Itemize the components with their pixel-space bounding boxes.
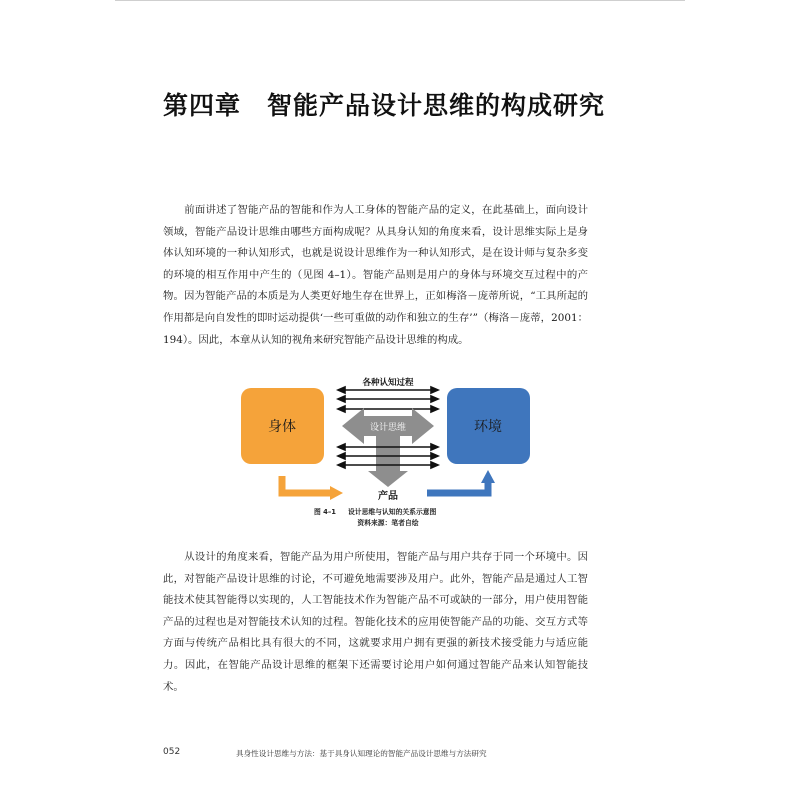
figure-source: 资料来源：笔者自绘	[357, 519, 419, 527]
paragraph-2-text: 从设计的角度来看，智能产品为用户所使用，智能产品与用户共存于同一个环境中。因此，对智能产品设计思维的讨论，不可避免地需要涉及用户。此外，智能产品是通过人工智能技术使其智能得以实现的，人工智能技术作为智能产品不可或缺的一部分，用户使用智能产品的过程也是对智能技术认知的过程。智能化技术的应用使智能产品的功能、交互方式等方面与传统产品相比具有很大的不同，这就要求用户拥有更强的新技术接受能力与适应能力。因此，在智能产品设计思维的框架下还需要讨论用户如何通过智能产品来认知智能技术。	[163, 551, 588, 693]
chapter-title	[163, 86, 605, 122]
figure-4-1	[232, 361, 544, 529]
body-to-product-arrowhead	[330, 486, 343, 500]
chapter-number: 第四章	[163, 91, 242, 120]
product-to-environment-arrow	[427, 481, 488, 493]
figure-diagram	[232, 361, 544, 529]
environment-box-label: 环境	[474, 419, 502, 435]
figure-caption-text: 设计思维与认知的关系示意图	[348, 508, 437, 516]
body-box-label: 身体	[268, 419, 296, 435]
page-number: 052	[163, 747, 181, 757]
design-thinking-label: 设计思维	[369, 423, 407, 433]
running-title: 具身性设计思维与方法：基于具身认知理论的智能产品设计思维与方法研究	[236, 749, 487, 758]
paragraph-2	[163, 547, 588, 698]
figure-top-label: 各种认知过程	[362, 378, 414, 388]
product-label: 产品	[378, 491, 398, 502]
body-to-product-arrow	[282, 476, 332, 493]
paragraph-1	[163, 200, 588, 351]
paragraph-1-text: 前面讲述了智能产品的智能和作为人工身体的智能产品的定义，在此基础上，面向设计领域，智能产品设计思维由哪些方面构成呢？从具身认知的角度来看，设计思维实际上是身体认知环境的一种认知形式，也就是说设计思维作为一种认知形式，是在设计师与复杂多变的环境的相互作用中产生的（见图 4–1）。智能产品则是用户的身体与环境交互过程中的产物。因为智能产品的本质是为人类更好地生存在世界上，正如梅洛－庞蒂所说，“工具所起的作用都是向自发性的即时运动提供‘一些可重做的动作和独立的生存’”（梅洛－庞蒂，2001：194）。因此，本章从认知的视角来研究智能产品设计思维的构成。	[163, 204, 588, 346]
top-arrow-lines	[338, 387, 438, 412]
product-to-environment-arrowhead	[481, 470, 495, 483]
top-rule	[115, 0, 685, 1]
chapter-name: 智能产品设计思维的构成研究	[267, 91, 606, 120]
figure-caption-number: 图 4–1	[314, 508, 337, 516]
bottom-arrow-lines	[338, 444, 438, 468]
